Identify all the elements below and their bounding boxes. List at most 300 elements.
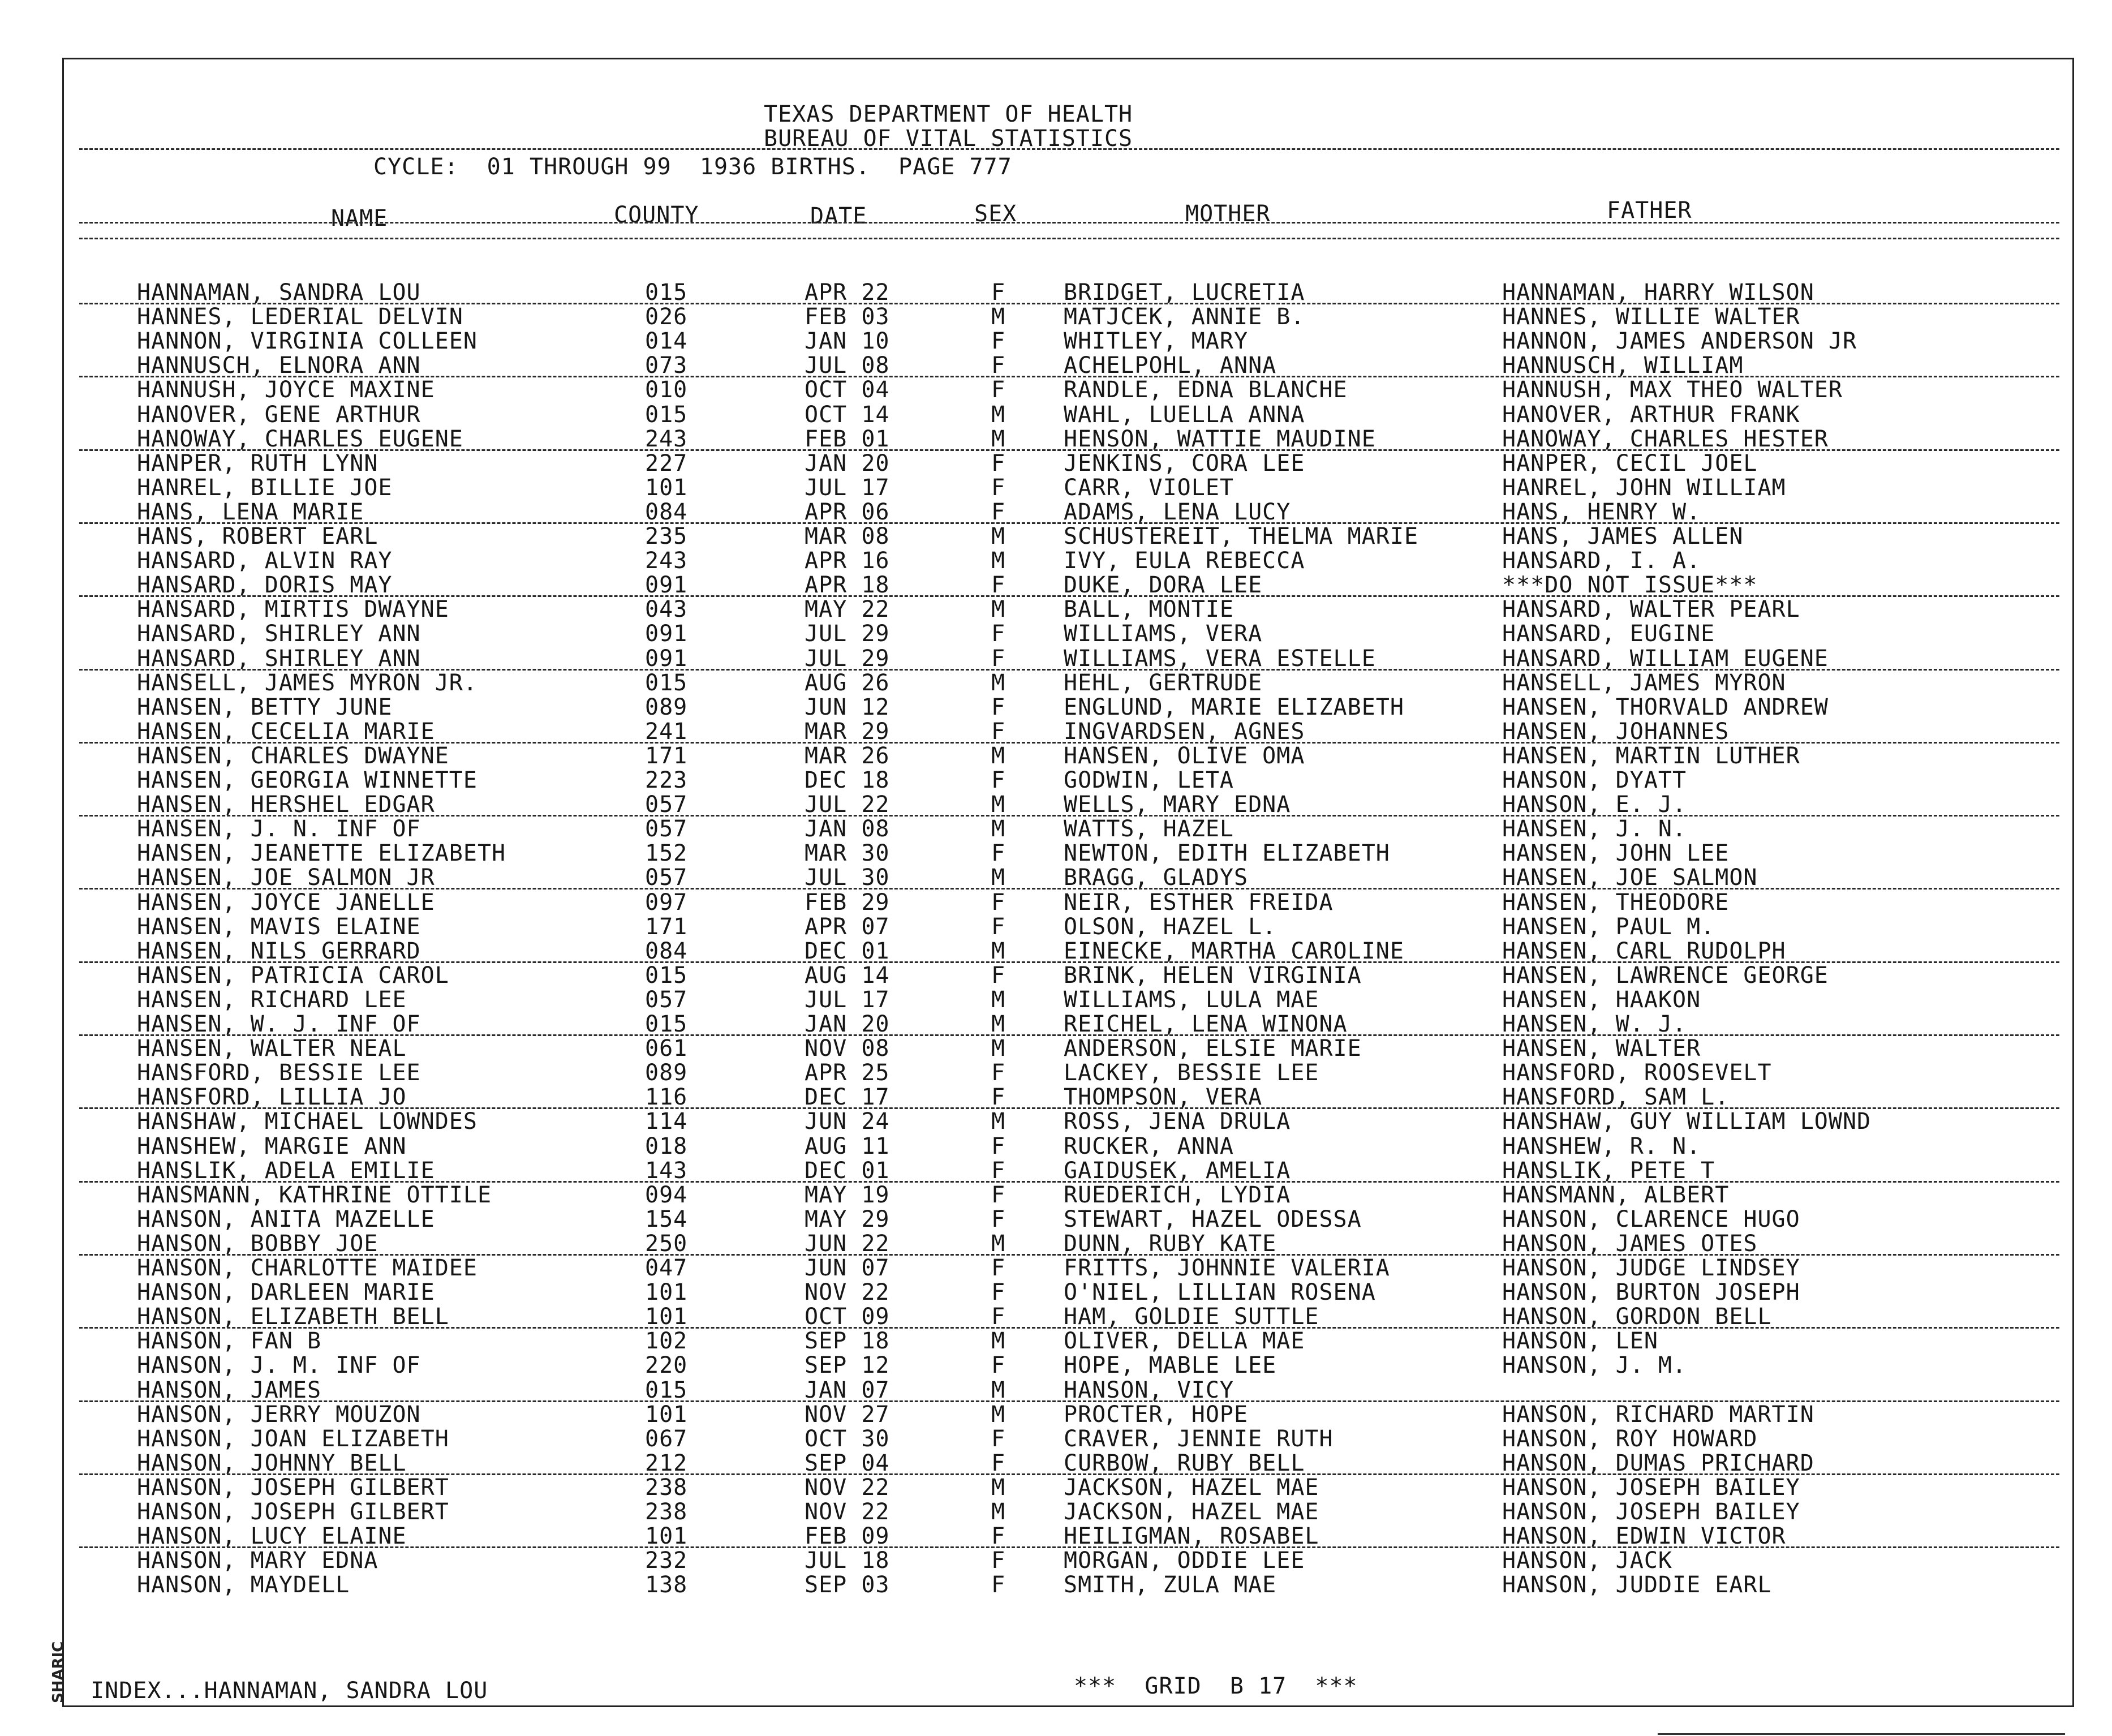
cell-date: APR 06 <box>805 499 890 525</box>
cell-sex: F <box>991 962 1006 989</box>
cell-sex: F <box>991 1572 1006 1598</box>
cell-mother: WELLS, MARY EDNA <box>1064 792 1291 818</box>
cell-date: JUL 29 <box>805 621 890 647</box>
cell-father: HANSEN, CARL RUDOLPH <box>1502 938 1786 964</box>
cell-name: HANSON, JOSEPH GILBERT <box>137 1475 449 1501</box>
cell-name: HANSON, JERRY MOUZON <box>137 1402 421 1428</box>
cell-mother: SMITH, ZULA MAE <box>1064 1572 1277 1598</box>
cell-sex: F <box>991 1158 1006 1184</box>
cell-county: 152 <box>645 840 688 866</box>
cell-mother: GAIDUSEK, AMELIA <box>1064 1158 1291 1184</box>
cell-date: JUL 22 <box>805 792 890 818</box>
cell-date: JAN 20 <box>805 450 890 476</box>
cell-mother: NEIR, ESTHER FREIDA <box>1064 890 1334 916</box>
cell-county: 171 <box>645 914 688 940</box>
cell-county: 015 <box>645 962 688 989</box>
cell-mother: SCHUSTEREIT, THELMA MARIE <box>1064 523 1419 549</box>
cell-name: HANSEN, JEANETTE ELIZABETH <box>137 840 506 866</box>
cell-date: NOV 27 <box>805 1402 890 1428</box>
cell-mother: NEWTON, EDITH ELIZABETH <box>1064 840 1390 866</box>
cell-mother: WHITLEY, MARY <box>1064 328 1249 354</box>
cell-county: 091 <box>645 572 688 598</box>
cell-county: 061 <box>645 1035 688 1062</box>
cell-date: FEB 01 <box>805 426 890 452</box>
footer-grid: *** GRID B 17 *** <box>1074 1673 1358 1699</box>
cell-father: HANSON, GORDON BELL <box>1502 1304 1772 1330</box>
cell-county: 238 <box>645 1475 688 1501</box>
cell-county: 089 <box>645 1060 688 1086</box>
cell-sex: F <box>991 353 1006 379</box>
cell-date: MAR 08 <box>805 523 890 549</box>
cell-sex: F <box>991 1548 1006 1574</box>
cell-sex: M <box>991 1035 1006 1062</box>
cell-name: HANOWAY, CHARLES EUGENE <box>137 426 463 452</box>
cell-county: 057 <box>645 987 688 1013</box>
cell-name: HANSEN, J. N. INF OF <box>137 816 421 842</box>
cell-sex: M <box>991 1475 1006 1501</box>
cell-mother: STEWART, HAZEL ODESSA <box>1064 1206 1362 1232</box>
cell-name: HANSEN, PATRICIA CAROL <box>137 962 449 989</box>
cell-county: 138 <box>645 1572 688 1598</box>
cell-sex: M <box>991 548 1006 574</box>
cell-father: HANNON, JAMES ANDERSON JR <box>1502 328 1857 354</box>
cell-mother: ANDERSON, ELSIE MARIE <box>1064 1035 1362 1062</box>
cell-date: FEB 03 <box>805 304 890 330</box>
cell-name: HANNUSCH, ELNORA ANN <box>137 353 421 379</box>
cell-sex: F <box>991 914 1006 940</box>
cell-mother: ENGLUND, MARIE ELIZABETH <box>1064 694 1404 720</box>
cell-date: DEC 18 <box>805 767 890 793</box>
cell-father: HANSON, RICHARD MARTIN <box>1502 1402 1814 1428</box>
cell-name: HANSARD, DORIS MAY <box>137 572 393 598</box>
cell-date: AUG 26 <box>805 670 890 696</box>
cell-father: HANSEN, J. N. <box>1502 816 1687 842</box>
cell-sex: F <box>991 377 1006 403</box>
cell-county: 101 <box>645 1279 688 1305</box>
cell-county: 101 <box>645 475 688 501</box>
cell-name: HANSON, ELIZABETH BELL <box>137 1304 449 1330</box>
cell-name: HANSON, JOHNNY BELL <box>137 1450 407 1476</box>
cell-father: HANSARD, I. A. <box>1502 548 1701 574</box>
footer-index: INDEX...HANNAMAN, SANDRA LOU <box>91 1678 488 1704</box>
cell-date: APR 22 <box>805 280 890 306</box>
cell-mother: BRIDGET, LUCRETIA <box>1064 280 1305 306</box>
cell-date: SEP 03 <box>805 1572 890 1598</box>
cell-date: DEC 17 <box>805 1084 890 1110</box>
cell-name: HANS, LENA MARIE <box>137 499 364 525</box>
cell-county: 250 <box>645 1231 688 1257</box>
cell-father: ***DO NOT ISSUE*** <box>1502 572 1758 598</box>
cell-county: 143 <box>645 1158 688 1184</box>
cell-sex: F <box>991 499 1006 525</box>
cell-sex: M <box>991 596 1006 622</box>
cell-mother: JENKINS, CORA LEE <box>1064 450 1305 476</box>
cell-sex: F <box>991 1255 1006 1281</box>
cell-date: JUN 07 <box>805 1255 890 1281</box>
cell-father: HANSEN, JOE SALMON <box>1502 865 1758 891</box>
cell-father: HANNUSCH, WILLIAM <box>1502 353 1744 379</box>
cell-sex: M <box>991 1011 1006 1037</box>
header-bureau: BUREAU OF VITAL STATISTICS <box>764 126 1133 152</box>
cell-date: JUL 08 <box>805 353 890 379</box>
cell-father: HANSEN, LAWRENCE GEORGE <box>1502 962 1829 989</box>
cell-father: HANSEN, W. J. <box>1502 1011 1687 1037</box>
cell-name: HANSEN, WALTER NEAL <box>137 1035 407 1062</box>
cell-mother: RUCKER, ANNA <box>1064 1133 1234 1159</box>
cell-father: HANSON, DUMAS PRICHARD <box>1502 1450 1814 1476</box>
cell-father: HANSARD, WALTER PEARL <box>1502 596 1800 622</box>
cell-mother: ROSS, JENA DRULA <box>1064 1108 1291 1135</box>
column-heading-rule <box>79 222 2059 224</box>
cell-mother: BALL, MONTIE <box>1064 596 1234 622</box>
cell-name: HANSEN, GEORGIA WINNETTE <box>137 767 478 793</box>
cell-name: HANSFORD, LILLIA JO <box>137 1084 407 1110</box>
cell-date: JAN 07 <box>805 1377 890 1403</box>
cell-name: HANNUSH, JOYCE MAXINE <box>137 377 435 403</box>
cell-county: 015 <box>645 670 688 696</box>
cell-name: HANSHEW, MARGIE ANN <box>137 1133 407 1159</box>
cell-county: 057 <box>645 792 688 818</box>
cell-county: 015 <box>645 1011 688 1037</box>
cell-mother: WILLIAMS, LULA MAE <box>1064 987 1319 1013</box>
cell-father: HANOVER, ARTHUR FRANK <box>1502 402 1800 428</box>
cell-father: HANS, HENRY W. <box>1502 499 1701 525</box>
cell-sex: F <box>991 1450 1006 1476</box>
cell-father: HANSLIK, PETE T <box>1502 1158 1715 1184</box>
cell-mother: DUNN, RUBY KATE <box>1064 1231 1277 1257</box>
cell-mother: WATTS, HAZEL <box>1064 816 1234 842</box>
cell-county: 235 <box>645 523 688 549</box>
cell-sex: M <box>991 1108 1006 1135</box>
cell-mother: HENSON, WATTIE MAUDINE <box>1064 426 1376 452</box>
cell-father: HANSON, ROY HOWARD <box>1502 1426 1758 1452</box>
cell-date: JUN 24 <box>805 1108 890 1135</box>
cell-county: 091 <box>645 621 688 647</box>
cell-county: 018 <box>645 1133 688 1159</box>
cell-date: JUL 17 <box>805 987 890 1013</box>
cell-name: HANSELL, JAMES MYRON JR. <box>137 670 478 696</box>
cell-name: HANSMANN, KATHRINE OTTILE <box>137 1182 492 1208</box>
cell-date: APR 18 <box>805 572 890 598</box>
cell-mother: HOPE, MABLE LEE <box>1064 1352 1277 1378</box>
cell-name: HANSEN, W. J. INF OF <box>137 1011 421 1037</box>
cell-mother: BRINK, HELEN VIRGINIA <box>1064 962 1362 989</box>
cell-date: SEP 04 <box>805 1450 890 1476</box>
cell-name: HANSON, JOAN ELIZABETH <box>137 1426 449 1452</box>
cell-father: HANSEN, WALTER <box>1502 1035 1701 1062</box>
cell-county: 089 <box>645 694 688 720</box>
cell-date: JAN 08 <box>805 816 890 842</box>
cell-sex: F <box>991 1060 1006 1086</box>
cell-mother: O'NIEL, LILLIAN ROSENA <box>1064 1279 1376 1305</box>
cell-father: HANSON, J. M. <box>1502 1352 1687 1378</box>
cell-date: JUL 29 <box>805 646 890 672</box>
col-date-heading: DATE <box>810 203 867 229</box>
cell-name: HANSEN, JOE SALMON JR <box>137 865 435 891</box>
cell-county: 212 <box>645 1450 688 1476</box>
cell-date: NOV 22 <box>805 1475 890 1501</box>
cell-mother: GODWIN, LETA <box>1064 767 1234 793</box>
cell-father: HANOWAY, CHARLES HESTER <box>1502 426 1829 452</box>
cell-county: 084 <box>645 938 688 964</box>
cell-sex: F <box>991 767 1006 793</box>
cell-name: HANSON, JOSEPH GILBERT <box>137 1499 449 1525</box>
cell-county: 114 <box>645 1108 688 1135</box>
cell-sex: M <box>991 402 1006 428</box>
cell-county: 014 <box>645 328 688 354</box>
cell-date: MAY 19 <box>805 1182 890 1208</box>
cell-sex: F <box>991 450 1006 476</box>
cell-mother: HEILIGMAN, ROSABEL <box>1064 1523 1319 1549</box>
cell-date: JUL 30 <box>805 865 890 891</box>
cell-father: HANSEN, THORVALD ANDREW <box>1502 694 1829 720</box>
cell-date: AUG 11 <box>805 1133 890 1159</box>
cell-mother: PROCTER, HOPE <box>1064 1402 1249 1428</box>
cell-father: HANSHEW, R. N. <box>1502 1133 1701 1159</box>
cell-name: HANSARD, SHIRLEY ANN <box>137 621 421 647</box>
cell-sex: F <box>991 328 1006 354</box>
cell-father: HANSMANN, ALBERT <box>1502 1182 1730 1208</box>
cell-date: AUG 14 <box>805 962 890 989</box>
cell-mother: LACKEY, BESSIE LEE <box>1064 1060 1319 1086</box>
cell-county: 057 <box>645 865 688 891</box>
cell-name: HANSLIK, ADELA EMILIE <box>137 1158 435 1184</box>
cell-date: JUL 18 <box>805 1548 890 1574</box>
cell-county: 010 <box>645 377 688 403</box>
cell-sex: M <box>991 1377 1006 1403</box>
cell-county: 232 <box>645 1548 688 1574</box>
cell-sex: F <box>991 1523 1006 1549</box>
cell-date: SEP 18 <box>805 1328 890 1354</box>
cell-mother: MATJCEK, ANNIE B. <box>1064 304 1305 330</box>
cell-name: HANOVER, GENE ARTHUR <box>137 402 421 428</box>
cell-mother: CARR, VIOLET <box>1064 475 1234 501</box>
cell-father: HANNAMAN, HARRY WILSON <box>1502 280 1814 306</box>
cell-mother: HANSON, VICY <box>1064 1377 1234 1403</box>
cell-county: 015 <box>645 402 688 428</box>
cell-date: JAN 20 <box>805 1011 890 1037</box>
cell-father: HANSEN, THEODORE <box>1502 890 1730 916</box>
cell-county: 094 <box>645 1182 688 1208</box>
cell-name: HANNES, LEDERIAL DELVIN <box>137 304 463 330</box>
cell-sex: M <box>991 865 1006 891</box>
cell-mother: JACKSON, HAZEL MAE <box>1064 1475 1319 1501</box>
cell-sex: M <box>991 743 1006 769</box>
cell-date: APR 25 <box>805 1060 890 1086</box>
cell-county: 067 <box>645 1426 688 1452</box>
page-edge-rule <box>1658 1733 2065 1735</box>
cell-mother: REICHEL, LENA WINONA <box>1064 1011 1348 1037</box>
cell-name: HANSEN, CHARLES DWAYNE <box>137 743 449 769</box>
cell-sex: F <box>991 572 1006 598</box>
cell-name: HANSEN, RICHARD LEE <box>137 987 407 1013</box>
cell-sex: M <box>991 1499 1006 1525</box>
cell-county: 171 <box>645 743 688 769</box>
cell-sex: M <box>991 938 1006 964</box>
cell-name: HANSEN, NILS GERRARD <box>137 938 421 964</box>
cell-name: HANSEN, BETTY JUNE <box>137 694 393 720</box>
cell-date: NOV 22 <box>805 1499 890 1525</box>
cell-name: HANSON, FAN B <box>137 1328 322 1354</box>
cell-county: 243 <box>645 426 688 452</box>
cell-father: HANSEN, JOHANNES <box>1502 719 1730 745</box>
cell-county: 015 <box>645 1377 688 1403</box>
cell-sex: M <box>991 987 1006 1013</box>
cell-mother: ACHELPOHL, ANNA <box>1064 353 1277 379</box>
cell-mother: INGVARDSEN, AGNES <box>1064 719 1305 745</box>
cell-county: 091 <box>645 646 688 672</box>
cell-date: MAY 29 <box>805 1206 890 1232</box>
cell-mother: IVY, EULA REBECCA <box>1064 548 1305 574</box>
cell-father: HANNES, WILLIE WALTER <box>1502 304 1800 330</box>
cell-county: 220 <box>645 1352 688 1378</box>
cell-father: HANPER, CECIL JOEL <box>1502 450 1758 476</box>
cell-mother: RUEDERICH, LYDIA <box>1064 1182 1291 1208</box>
cell-county: 101 <box>645 1402 688 1428</box>
cell-mother: DUKE, DORA LEE <box>1064 572 1263 598</box>
cell-father: HANSON, JOSEPH BAILEY <box>1502 1475 1800 1501</box>
cell-name: HANS, ROBERT EARL <box>137 523 378 549</box>
cell-date: MAY 22 <box>805 596 890 622</box>
cell-date: OCT 04 <box>805 377 890 403</box>
cell-mother: BRAGG, GLADYS <box>1064 865 1249 891</box>
cell-mother: ADAMS, LENA LUCY <box>1064 499 1291 525</box>
cell-father: HANSEN, JOHN LEE <box>1502 840 1730 866</box>
cell-name: HANSHAW, MICHAEL LOWNDES <box>137 1108 478 1135</box>
cell-father: HANSON, EDWIN VICTOR <box>1502 1523 1786 1549</box>
cell-name: HANSARD, SHIRLEY ANN <box>137 646 421 672</box>
header-cycle: CYCLE: 01 THROUGH 99 1936 BIRTHS. PAGE 777 <box>373 154 1012 180</box>
cell-mother: EINECKE, MARTHA CAROLINE <box>1064 938 1404 964</box>
cell-county: 043 <box>645 596 688 622</box>
cell-name: HANSARD, ALVIN RAY <box>137 548 393 574</box>
cell-father: HANSON, DYATT <box>1502 767 1687 793</box>
cell-mother: JACKSON, HAZEL MAE <box>1064 1499 1319 1525</box>
cell-father: HANS, JAMES ALLEN <box>1502 523 1744 549</box>
cell-date: JUL 17 <box>805 475 890 501</box>
cell-father: HANSEN, PAUL M. <box>1502 914 1715 940</box>
cell-county: 241 <box>645 719 688 745</box>
cell-sex: F <box>991 475 1006 501</box>
cell-sex: M <box>991 1402 1006 1428</box>
cell-name: HANSEN, HERSHEL EDGAR <box>137 792 435 818</box>
cell-name: HANSEN, CECELIA MARIE <box>137 719 435 745</box>
cell-name: HANNAMAN, SANDRA LOU <box>137 280 421 306</box>
cell-sex: F <box>991 1279 1006 1305</box>
cell-date: SEP 12 <box>805 1352 890 1378</box>
cell-county: 116 <box>645 1084 688 1110</box>
cell-county: 026 <box>645 304 688 330</box>
cell-date: MAR 30 <box>805 840 890 866</box>
cell-date: MAR 26 <box>805 743 890 769</box>
cell-sex: M <box>991 670 1006 696</box>
cell-sex: F <box>991 1304 1006 1330</box>
cell-father: HANSON, CLARENCE HUGO <box>1502 1206 1800 1232</box>
cell-father: HANSHAW, GUY WILLIAM LOWND <box>1502 1108 1872 1135</box>
cell-father: HANSEN, HAAKON <box>1502 987 1701 1013</box>
cell-date: APR 07 <box>805 914 890 940</box>
cell-father: HANSON, E. J. <box>1502 792 1687 818</box>
cell-sex: F <box>991 1133 1006 1159</box>
cell-date: DEC 01 <box>805 1158 890 1184</box>
col-father-heading: FATHER <box>1607 197 1692 224</box>
cell-county: 073 <box>645 353 688 379</box>
cell-mother: HAM, GOLDIE SUTTLE <box>1064 1304 1319 1330</box>
cell-mother: OLSON, HAZEL L. <box>1064 914 1277 940</box>
side-label: SHARIC <box>50 1641 67 1703</box>
cell-date: JAN 10 <box>805 328 890 354</box>
cell-father: HANSON, BURTON JOSEPH <box>1502 1279 1800 1305</box>
cell-mother: HEHL, GERTRUDE <box>1064 670 1263 696</box>
cell-name: HANREL, BILLIE JOE <box>137 475 393 501</box>
cell-mother: WILLIAMS, VERA <box>1064 621 1263 647</box>
cell-county: 015 <box>645 280 688 306</box>
cell-county: 057 <box>645 816 688 842</box>
col-name-heading: NAME <box>331 205 388 231</box>
cell-county: 047 <box>645 1255 688 1281</box>
cell-county: 154 <box>645 1206 688 1232</box>
cell-date: JUN 12 <box>805 694 890 720</box>
cell-name: HANSEN, JOYCE JANELLE <box>137 890 435 916</box>
header-org: TEXAS DEPARTMENT OF HEALTH <box>764 101 1133 127</box>
cell-sex: F <box>991 280 1006 306</box>
cell-name: HANSARD, MIRTIS DWAYNE <box>137 596 449 622</box>
col-mother-heading: MOTHER <box>1185 201 1271 227</box>
cell-date: OCT 09 <box>805 1304 890 1330</box>
cell-mother: THOMPSON, VERA <box>1064 1084 1263 1110</box>
cell-sex: F <box>991 1084 1006 1110</box>
cell-date: NOV 22 <box>805 1279 890 1305</box>
cell-father: HANSON, JAMES OTES <box>1502 1231 1758 1257</box>
cell-mother: WAHL, LUELLA ANNA <box>1064 402 1305 428</box>
cell-sex: M <box>991 816 1006 842</box>
cell-father: HANSELL, JAMES MYRON <box>1502 670 1786 696</box>
cell-county: 101 <box>645 1304 688 1330</box>
cell-father: HANSFORD, ROOSEVELT <box>1502 1060 1772 1086</box>
cell-county: 101 <box>645 1523 688 1549</box>
cell-father: HANSON, LEN <box>1502 1328 1658 1354</box>
cell-sex: F <box>991 1426 1006 1452</box>
cell-county: 102 <box>645 1328 688 1354</box>
cell-county: 097 <box>645 890 688 916</box>
cell-sex: M <box>991 304 1006 330</box>
cell-county: 084 <box>645 499 688 525</box>
cell-sex: M <box>991 523 1006 549</box>
cell-date: FEB 29 <box>805 890 890 916</box>
cell-name: HANSON, MARY EDNA <box>137 1548 378 1574</box>
cell-date: DEC 01 <box>805 938 890 964</box>
cell-name: HANNON, VIRGINIA COLLEEN <box>137 328 478 354</box>
cell-father: HANSARD, WILLIAM EUGENE <box>1502 646 1829 672</box>
cell-date: OCT 14 <box>805 402 890 428</box>
cell-name: HANSEN, MAVIS ELAINE <box>137 914 421 940</box>
cell-name: HANPER, RUTH LYNN <box>137 450 378 476</box>
cell-sex: F <box>991 621 1006 647</box>
cell-name: HANSON, MAYDELL <box>137 1572 350 1598</box>
cell-sex: F <box>991 840 1006 866</box>
cell-sex: F <box>991 890 1006 916</box>
cell-county: 238 <box>645 1499 688 1525</box>
cell-sex: F <box>991 719 1006 745</box>
cell-sex: F <box>991 1352 1006 1378</box>
cell-mother: CRAVER, JENNIE RUTH <box>1064 1426 1334 1452</box>
cell-mother: CURBOW, RUBY BELL <box>1064 1450 1305 1476</box>
cell-date: MAR 29 <box>805 719 890 745</box>
cell-mother: OLIVER, DELLA MAE <box>1064 1328 1305 1354</box>
cell-county: 223 <box>645 767 688 793</box>
cell-mother: FRITTS, JOHNNIE VALERIA <box>1064 1255 1390 1281</box>
cell-date: APR 16 <box>805 548 890 574</box>
